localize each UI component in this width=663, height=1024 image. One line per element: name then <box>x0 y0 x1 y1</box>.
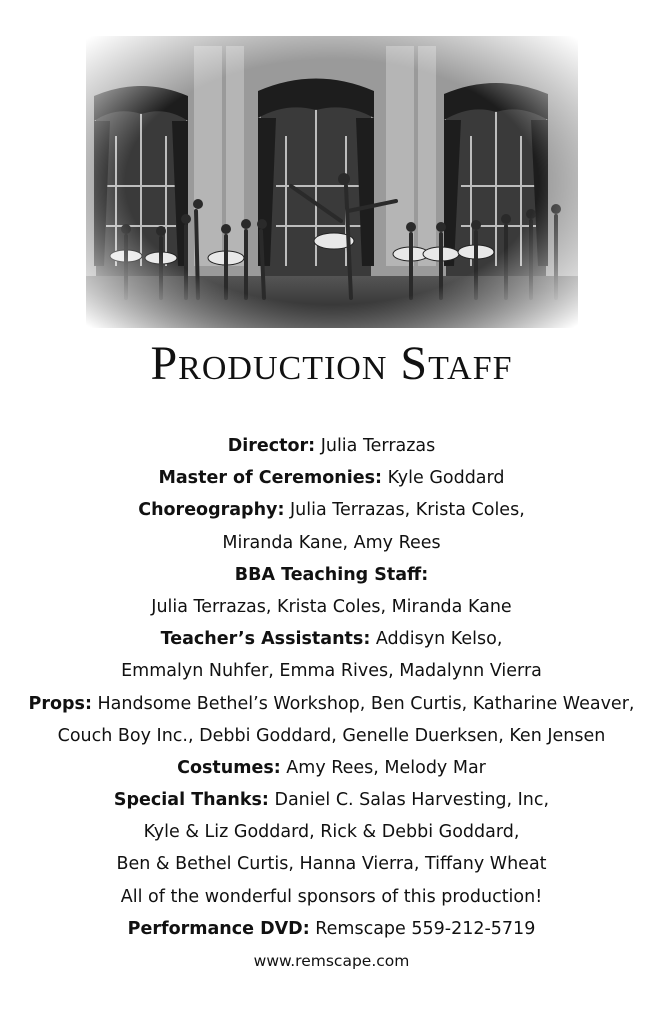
credit-text: Julia Terrazas, Krista Coles, Miranda Kane <box>151 596 512 617</box>
credit-line-costumes <box>0 752 663 784</box>
credit-text: Remscape 559-212-5719 <box>309 918 536 939</box>
credit-line-special-thanks-cont-1 <box>0 816 663 848</box>
credit-text: Addisyn Kelso, <box>370 629 503 650</box>
credit-label: Master of Ceremonies: <box>158 468 382 489</box>
credit-line-master-of-ceremonies <box>0 462 663 494</box>
credit-line-props <box>0 688 663 720</box>
credit-text: All of the wonderful sponsors of this production! <box>120 886 543 907</box>
credit-label: Teacher’s Assistants: <box>160 629 371 650</box>
credit-line-performance-dvd <box>0 913 663 945</box>
credit-label: Director: <box>227 436 316 456</box>
credit-text: Amy Rees, Melody Mar <box>280 757 486 778</box>
credit-text: Couch Boy Inc., Debbi Goddard, Genelle Duerksen, Ken Jensen <box>57 725 606 746</box>
credit-text: Julia Terrazas, Krista Coles, <box>284 500 525 521</box>
credit-label: Special Thanks: <box>113 790 269 811</box>
page-title: Production Staff <box>150 337 513 390</box>
credit-line-special-thanks <box>0 784 663 816</box>
credit-text: Handsome Bethel’s Workshop, Ben Curtis, Katharine Weaver, <box>91 693 635 714</box>
credits-list <box>0 430 663 977</box>
credit-line-teachers-assistants-cont <box>0 655 663 687</box>
credit-line-teaching-staff <box>0 559 663 591</box>
credit-line-props-cont <box>0 720 663 752</box>
credit-line-choreography <box>0 494 663 526</box>
credit-text: Daniel C. Salas Harvesting, Inc, <box>268 790 550 811</box>
credit-text: Miranda Kane, Amy Rees <box>222 532 441 553</box>
credit-label: BBA Teaching Staff: <box>234 564 429 585</box>
credit-line-teachers-assistants <box>0 623 663 655</box>
credit-text: Emmalyn Nuhfer, Emma Rives, Madalynn Vierra <box>121 661 542 682</box>
credit-line-director <box>0 430 663 462</box>
credit-line-choreography-cont <box>0 527 663 559</box>
credit-line-sponsors <box>0 881 663 913</box>
ballet-stage-photo <box>86 36 578 328</box>
website-link[interactable]: www.remscape.com <box>253 952 410 970</box>
credit-line-special-thanks-cont-2 <box>0 848 663 880</box>
credit-label: Props: <box>28 693 92 714</box>
credit-text: Ben & Bethel Curtis, Hanna Vierra, Tiffany Wheat <box>116 854 547 875</box>
credit-line-teaching-staff-names <box>0 591 663 623</box>
credit-label: Choreography: <box>138 500 285 521</box>
credit-label: Performance DVD: <box>127 918 310 939</box>
credit-text: Kyle Goddard <box>382 468 505 489</box>
credit-text: Julia Terrazas <box>315 436 436 456</box>
credit-text: Kyle & Liz Goddard, Rick & Debbi Goddard, <box>143 822 520 843</box>
credit-label: Costumes: <box>177 757 281 778</box>
